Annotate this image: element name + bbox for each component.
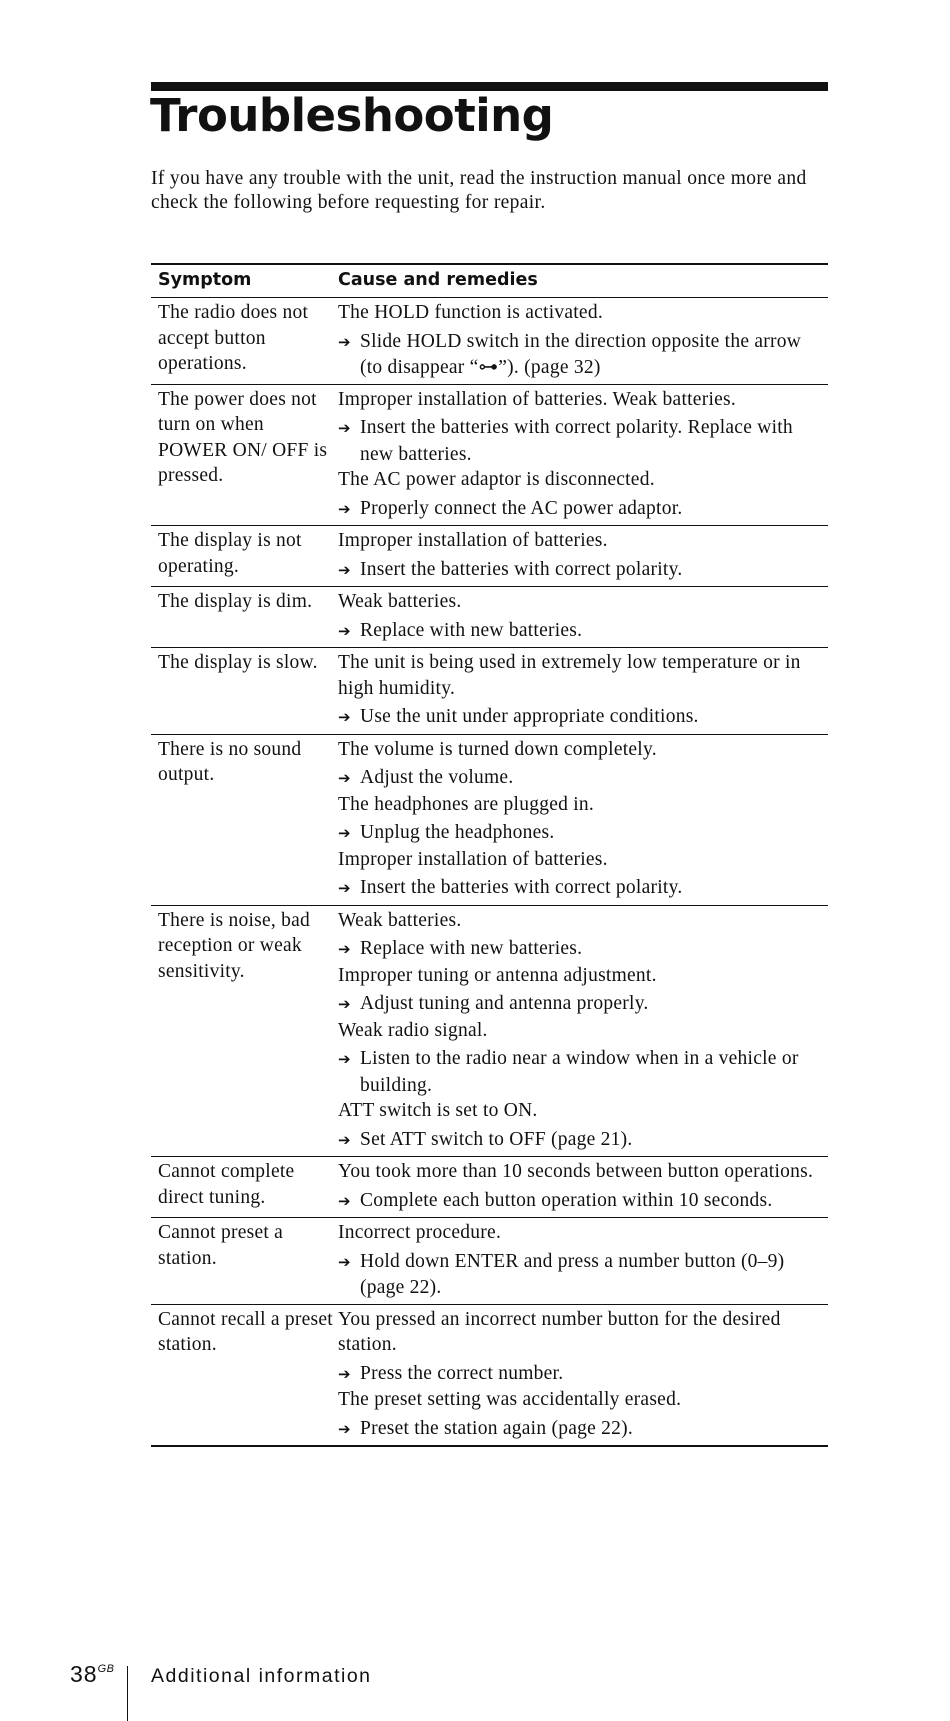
table-row bbox=[151, 587, 828, 648]
table-row bbox=[151, 298, 828, 385]
cause-line: Weak batteries. bbox=[338, 909, 462, 931]
remedy-text: Preset the station again (page 22). bbox=[360, 1417, 633, 1439]
footer-divider bbox=[127, 1666, 128, 1721]
cause-line: The headphones are plugged in. bbox=[338, 793, 595, 815]
remedy-text: Slide HOLD switch in the direction opposite the arrow (to disappear “⊶”). (page 32) bbox=[360, 330, 802, 378]
arrow-icon: ➔ bbox=[338, 1191, 351, 1210]
remedy-line bbox=[338, 704, 828, 731]
remedy-line bbox=[338, 936, 828, 963]
table-row bbox=[151, 1157, 828, 1218]
page-number-value: 38 bbox=[70, 1661, 98, 1687]
remedy-line bbox=[338, 618, 828, 645]
remedy-line bbox=[338, 329, 828, 381]
table-row bbox=[151, 384, 828, 526]
remedy-text: Listen to the radio near a window when in a vehicle or building. bbox=[360, 1048, 799, 1096]
remedy-text: Set ATT switch to OFF (page 21). bbox=[360, 1128, 633, 1150]
remedy-line bbox=[338, 1249, 828, 1301]
remedy-line bbox=[338, 1361, 828, 1388]
remedy-text: Adjust the volume. bbox=[360, 767, 514, 788]
page-number bbox=[70, 1661, 115, 1688]
cause-line: The AC power adaptor is disconnected. bbox=[338, 469, 655, 490]
table-body bbox=[151, 298, 828, 1447]
cause-remedies-cell bbox=[338, 1157, 828, 1218]
arrow-icon: ➔ bbox=[338, 621, 351, 640]
arrow-icon: ➔ bbox=[338, 1050, 351, 1068]
page-title: Troubleshooting bbox=[150, 89, 554, 142]
intro-paragraph: If you have any trouble with the unit, read the instruction manual once more and check the following before requesting for repair. bbox=[151, 168, 807, 213]
symptom-cell: The power does not turn on when POWER ON/ OFF is pressed. bbox=[151, 384, 338, 526]
symptom-cell: Cannot complete direct tuning. bbox=[151, 1157, 338, 1218]
remedy-text: Properly connect the AC power adaptor. bbox=[360, 497, 683, 519]
symptom-cell: There is noise, bad reception or weak sensitivity. bbox=[151, 905, 338, 1157]
symptom-cell: Cannot preset a station. bbox=[151, 1218, 338, 1305]
cause-line: ATT switch is set to ON. bbox=[338, 1100, 538, 1121]
arrow-icon: ➔ bbox=[338, 1364, 351, 1383]
symptom-cell: The display is slow. bbox=[151, 648, 338, 735]
cause-remedies-cell bbox=[338, 734, 828, 905]
cause-line: The preset setting was accidentally erased. bbox=[338, 1389, 682, 1410]
table-row bbox=[151, 1218, 828, 1305]
symptom-cell: The radio does not accept button operations. bbox=[151, 298, 338, 385]
symptom-cell: The display is dim. bbox=[151, 587, 338, 648]
header-cause: Cause and remedies bbox=[338, 264, 828, 298]
cause-line: Incorrect procedure. bbox=[338, 1222, 502, 1243]
cause-line: Weak batteries. bbox=[338, 591, 462, 612]
table-row bbox=[151, 905, 828, 1157]
cause-line: The volume is turned down completely. bbox=[338, 738, 657, 760]
table-row bbox=[151, 526, 828, 587]
remedy-text: Complete each button operation within 10 seconds. bbox=[360, 1189, 773, 1211]
table-header-row bbox=[151, 264, 828, 298]
cause-remedies-cell bbox=[338, 298, 828, 385]
remedy-line bbox=[338, 557, 828, 584]
cause-line: Improper installation of batteries. Weak batteries. bbox=[338, 388, 736, 410]
remedy-line bbox=[338, 1188, 828, 1215]
header-symptom: Symptom bbox=[151, 264, 338, 298]
arrow-icon: ➔ bbox=[338, 560, 351, 579]
remedy-line bbox=[338, 1127, 828, 1154]
cause-remedies-cell bbox=[338, 526, 828, 587]
remedy-line bbox=[338, 765, 828, 792]
remedy-line bbox=[338, 875, 828, 902]
cause-line: Weak radio signal. bbox=[338, 1019, 488, 1041]
remedy-text: Adjust tuning and antenna properly. bbox=[360, 993, 649, 1014]
arrow-icon: ➔ bbox=[338, 332, 351, 351]
arrow-icon: ➔ bbox=[338, 824, 351, 842]
troubleshooting-table bbox=[151, 263, 828, 1447]
cause-remedies-cell bbox=[338, 384, 828, 526]
cause-remedies-cell bbox=[338, 587, 828, 648]
page-number-suffix: GB bbox=[97, 1663, 115, 1675]
arrow-icon: ➔ bbox=[338, 1130, 351, 1149]
symptom-cell: Cannot recall a preset station. bbox=[151, 1304, 338, 1446]
cause-line: The unit is being used in extremely low temperature or in high humidity. bbox=[338, 652, 801, 699]
remedy-text: Unplug the headphones. bbox=[360, 822, 555, 843]
remedy-text: Insert the batteries with correct polarity. bbox=[360, 877, 683, 898]
cause-remedies-cell bbox=[338, 1218, 828, 1305]
symptom-cell: There is no sound output. bbox=[151, 734, 338, 905]
remedy-line bbox=[338, 1416, 828, 1443]
remedy-text: Use the unit under appropriate conditions. bbox=[360, 706, 699, 727]
cause-line: Improper installation of batteries. bbox=[338, 530, 608, 551]
symptom-cell: The display is not operating. bbox=[151, 526, 338, 587]
footer-section-title: Additional information bbox=[151, 1665, 372, 1687]
cause-remedies-cell bbox=[338, 648, 828, 735]
arrow-icon: ➔ bbox=[338, 419, 351, 437]
remedy-text: Hold down ENTER and press a number button (0–9) (page 22). bbox=[360, 1250, 785, 1298]
arrow-icon: ➔ bbox=[338, 769, 351, 787]
remedy-line bbox=[338, 496, 828, 523]
remedy-text: Replace with new batteries. bbox=[360, 619, 583, 641]
cause-remedies-cell bbox=[338, 905, 828, 1157]
remedy-text: Insert the batteries with correct polarity. bbox=[360, 558, 683, 580]
cause-line: Improper installation of batteries. bbox=[338, 848, 608, 870]
remedy-line bbox=[338, 820, 828, 847]
arrow-icon: ➔ bbox=[338, 708, 351, 726]
remedy-text: Press the correct number. bbox=[360, 1362, 564, 1384]
cause-line: You took more than 10 seconds between button operations. bbox=[338, 1161, 814, 1182]
remedy-line bbox=[338, 1046, 828, 1098]
remedy-text: Replace with new batteries. bbox=[360, 938, 583, 959]
arrow-icon: ➔ bbox=[338, 499, 351, 518]
arrow-icon: ➔ bbox=[338, 995, 351, 1013]
arrow-icon: ➔ bbox=[338, 1419, 351, 1438]
remedy-line bbox=[338, 415, 828, 467]
cause-remedies-cell bbox=[338, 1304, 828, 1446]
arrow-icon: ➔ bbox=[338, 940, 351, 958]
arrow-icon: ➔ bbox=[338, 1252, 351, 1271]
remedy-text: Insert the batteries with correct polarity. Replace with new batteries. bbox=[360, 417, 793, 465]
table-row bbox=[151, 1304, 828, 1446]
remedy-line bbox=[338, 991, 828, 1018]
cause-line: The HOLD function is activated. bbox=[338, 302, 603, 323]
cause-line: Improper tuning or antenna adjustment. bbox=[338, 964, 657, 986]
cause-line: You pressed an incorrect number button for the desired station. bbox=[338, 1308, 781, 1355]
arrow-icon: ➔ bbox=[338, 879, 351, 897]
table-row bbox=[151, 734, 828, 905]
table-row bbox=[151, 648, 828, 735]
